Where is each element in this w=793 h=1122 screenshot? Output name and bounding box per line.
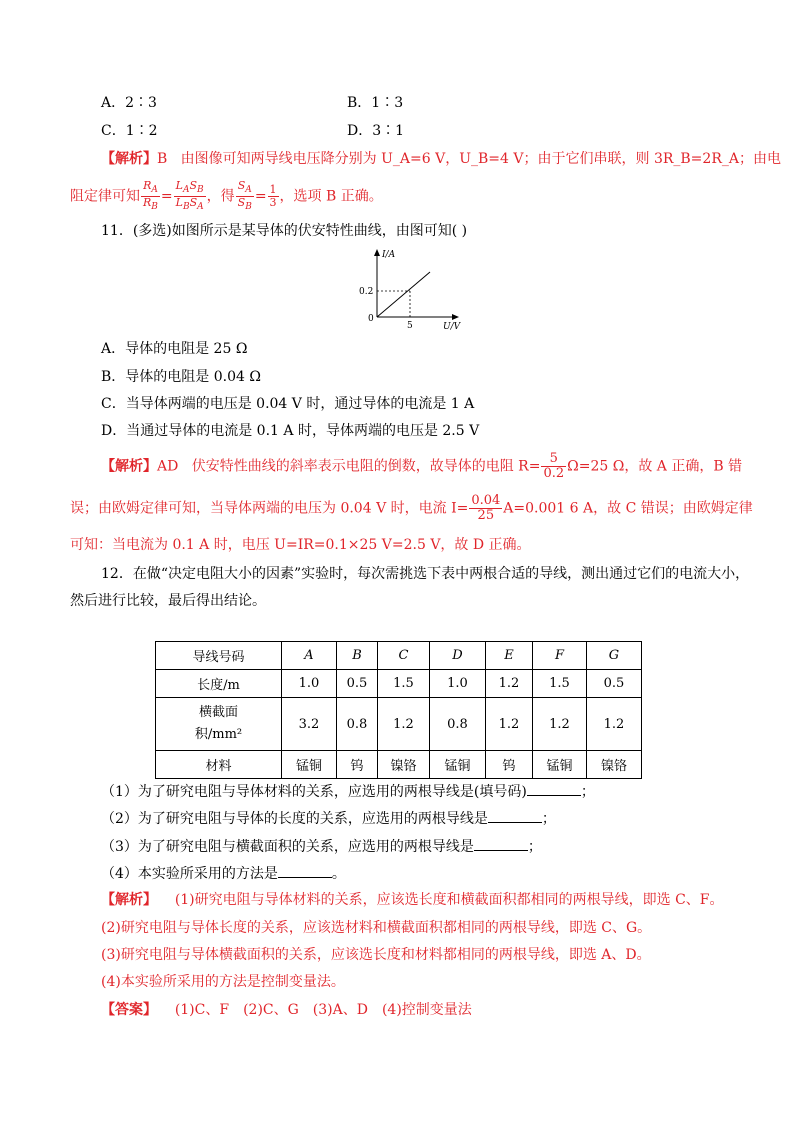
iv-graph	[355, 245, 465, 335]
table-cell: F	[533, 642, 587, 670]
q12-stem-line2: 然后进行比较，最后得出结论。	[70, 593, 266, 609]
table-row	[156, 642, 642, 670]
q11-analysis-line3: 可知：当电流为 0.1 A 时，电压 U=IR=0.1×25 V=2.5 V，故 D 正确。	[70, 537, 531, 553]
q10-option-c: C．1∶2	[101, 123, 158, 139]
table-cell: 横截面 积/mm²	[156, 698, 282, 751]
fraction-ra-rb: $\frac{R_A}{R_B}$	[143, 179, 158, 213]
q12-stem-line1: 12．在做“决定电阻大小的因素”实验时，每次需挑选下表中两根合适的导线，测出通过它们的电流大小，	[101, 566, 750, 582]
fraction-lasb: $\frac{L_AS_B}{L_BS_A}$	[175, 179, 204, 213]
x-axis-label: U/V	[443, 322, 461, 332]
answer-blank	[474, 837, 528, 851]
table-cell: 镍铬	[587, 751, 642, 779]
table-cell: G	[587, 642, 642, 670]
answer-blank	[488, 809, 542, 823]
q12-analysis-line2: (2)研究电阻与导体长度的关系，应该选材料和横截面积都相同的两根导线，即选 C、G。	[101, 920, 652, 936]
table-cell: 1.2	[486, 698, 533, 751]
y-axis-label: I/A	[382, 250, 396, 260]
table-cell: D	[430, 642, 486, 670]
q11-analysis-line2	[70, 494, 753, 523]
x-axis-arrow	[452, 314, 459, 320]
q12-sub1: （1）为了研究电阻与导体材料的关系，应选用的两根导线是(填号码) ；	[101, 784, 595, 800]
analysis-text: 由图像可知两导线电压降分别为 U_A=6 V，U_B=4 V；由于它们串联，则 3R_B=2R_A；由电	[180, 151, 781, 167]
fraction-sa-sb: $\frac{S_A}{S_B}$	[237, 179, 252, 213]
analysis-tag: 【解析】	[101, 151, 157, 167]
table-cell: E	[486, 642, 533, 670]
analysis-answer: B	[157, 151, 168, 167]
table-cell: 锰铜	[282, 751, 337, 779]
table-cell: 1.2	[533, 698, 587, 751]
analysis-tag: 【解析】	[101, 892, 157, 908]
table-row	[156, 751, 642, 779]
y-tick-label: 0.2	[359, 287, 374, 297]
q12-answer-line: 【答案】 (1)C、F (2)C、G (3)A、D (4)控制变量法	[101, 1002, 472, 1018]
table-cell: 锰铜	[533, 751, 587, 779]
analysis-text: ，得	[206, 188, 235, 205]
table-cell: 材料	[156, 751, 282, 779]
table-cell: 1.2	[486, 670, 533, 698]
table-cell: A	[282, 642, 337, 670]
table-cell: 锰铜	[430, 751, 486, 779]
analysis-text: 阻定律可知	[70, 188, 140, 205]
q12-analysis-line1: 【解析】 (1)研究电阻与导体材料的关系，应该选长度和横截面积都相同的两根导线，即选 C、F。	[101, 892, 724, 908]
table-cell: 0.8	[430, 698, 486, 751]
table-cell: 3.2	[282, 698, 337, 751]
table-row	[156, 670, 642, 698]
table-cell: 0.5	[587, 670, 642, 698]
table-cell: C	[378, 642, 430, 670]
analysis-tag: 【解析】	[101, 458, 157, 475]
q11-option-a: A．导体的电阻是 25 Ω	[101, 341, 248, 357]
table-cell: 钨	[486, 751, 533, 779]
table-cell: 1.0	[430, 670, 486, 698]
answer-blank	[278, 864, 332, 878]
analysis-text: ，选项 B 正确。	[279, 188, 383, 205]
q11-analysis-line1	[101, 452, 742, 481]
q10-analysis-line1	[101, 150, 781, 168]
origin-label: 0	[368, 314, 374, 324]
table-cell: 1.5	[533, 670, 587, 698]
answer-tag: 【答案】	[101, 1002, 157, 1018]
table-row	[156, 698, 642, 751]
q12-sub3: （3）为了研究电阻与横截面积的关系，应选用的两根导线是 ；	[101, 839, 542, 855]
q11-stem: 11．(多选)如图所示是某导体的伏安特性曲线，由图可知( )	[101, 223, 468, 239]
table-cell: 1.2	[587, 698, 642, 751]
q11-option-d: D．当通过导体的电流是 0.1 A 时，导体两端的电压是 2.5 V	[101, 423, 480, 439]
x-tick-label: 5	[407, 321, 413, 331]
analysis-text: 伏安特性曲线的斜率表示电阻的倒数，故导体的电阻 R=	[191, 458, 541, 475]
q10-option-b: B．1∶3	[347, 95, 404, 111]
table-cell: 长度/m	[156, 670, 282, 698]
fraction-0.04-over-25: $\frac{0.04}{25}$	[471, 493, 501, 523]
q12-analysis-line3: (3)研究电阻与导体横截面积的关系，应该选长度和材料都相同的两根导线，即选 A、D。	[101, 947, 651, 963]
q11-option-c: C．当导体两端的电压是 0.04 V 时，通过导体的电流是 1 A	[101, 396, 475, 412]
q10-option-a: A．2∶3	[101, 95, 157, 111]
table-cell: 钨	[337, 751, 378, 779]
table-cell: B	[337, 642, 378, 670]
table-cell: 镍铬	[378, 751, 430, 779]
table-cell: 0.5	[337, 670, 378, 698]
analysis-text: A=0.001 6 A，故 C 错误；由欧姆定律	[503, 500, 753, 517]
q12-sub2: （2）为了研究电阻与导体的长度的关系，应选用的两根导线是 ；	[101, 811, 556, 827]
table-cell: 1.2	[378, 698, 430, 751]
y-axis-arrow	[374, 249, 380, 256]
q12-sub4: （4）本实验所采用的方法是 。	[101, 866, 346, 882]
q12-analysis-line4: (4)本实验所采用的方法是控制变量法。	[101, 974, 345, 990]
q11-option-b: B．导体的电阻是 0.04 Ω	[101, 369, 261, 385]
q10-option-d: D．3∶1	[347, 123, 405, 139]
analysis-answer: AD	[157, 458, 179, 475]
table-cell: 0.8	[337, 698, 378, 751]
table-cell: 导线号码	[156, 642, 282, 670]
fraction-5-over-0.2: $\frac{5}{0.2}$	[543, 451, 565, 481]
table-cell: 1.0	[282, 670, 337, 698]
q10-analysis-line2: 阻定律可知 $\frac{R_A}{R_B}$ = $\frac{L_AS_B}{L_BS_A}$ ，得 $\frac{S_A}{S_B}$ = $\frac{1}{3}$ ，选项 B 正确。	[70, 179, 383, 213]
analysis-text: Ω=25 Ω，故 A 正确，B 错	[567, 458, 743, 475]
iv-curve	[377, 272, 430, 317]
answer-blank	[527, 782, 581, 796]
table-cell: 1.5	[378, 670, 430, 698]
wire-table	[155, 641, 642, 779]
analysis-text: 误；由欧姆定律可知，当导体两端的电压为 0.04 V 时，电流 I=	[70, 500, 469, 517]
fraction-one-third: $\frac{1}{3}$	[269, 183, 277, 210]
